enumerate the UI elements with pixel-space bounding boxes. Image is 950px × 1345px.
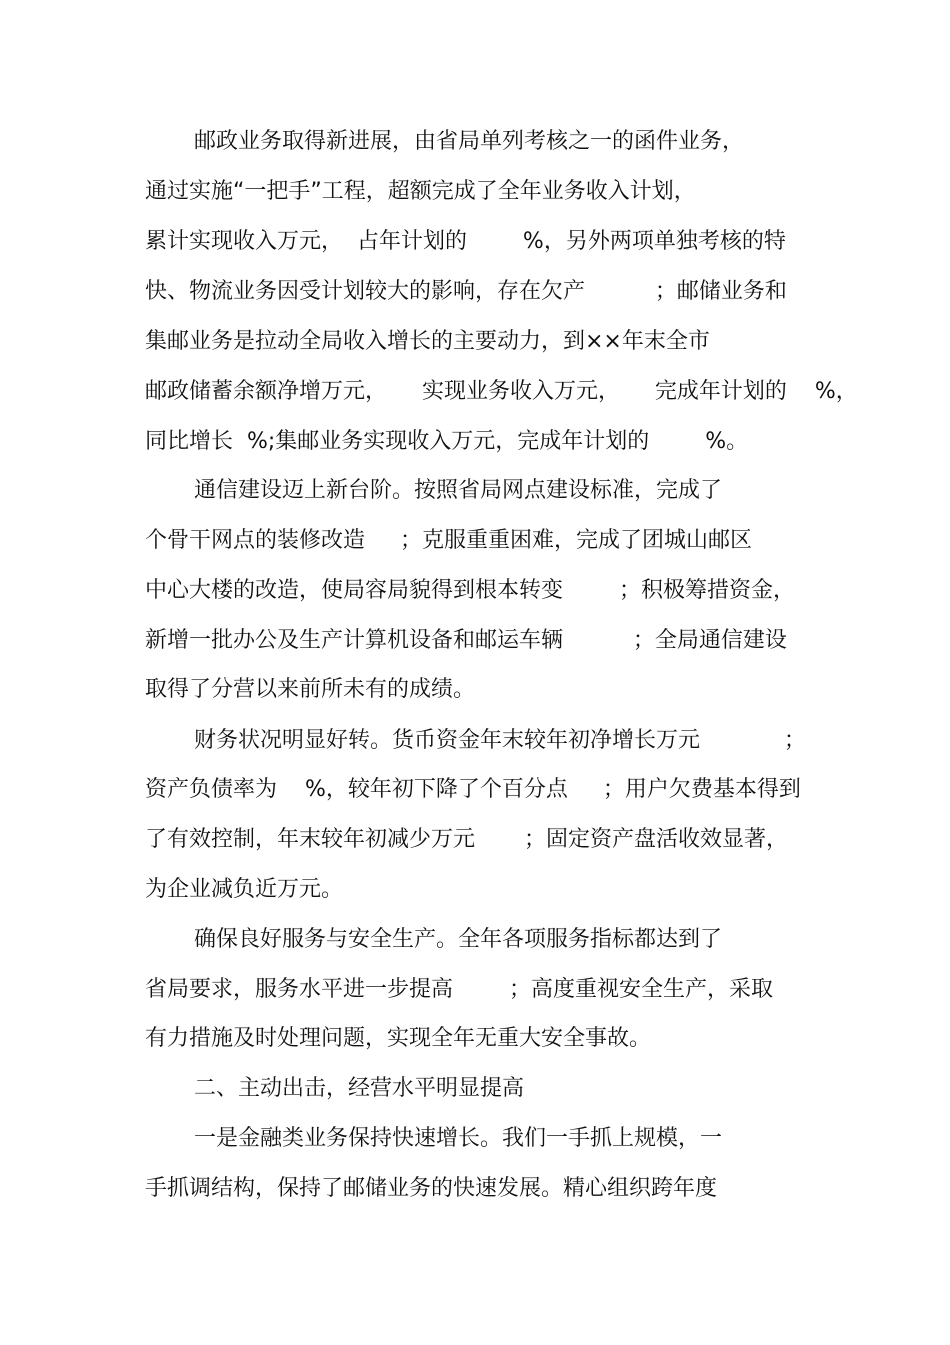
text-line: 有力措施及时处理问题，实现全年无重大安全事故。: [145, 1026, 652, 1051]
text-line: 同比增长 %;集邮业务实现收入万元，完成年计划的 %。: [145, 429, 749, 454]
text-line: 一是金融类业务保持快速增长。我们一手抓上规模，一: [194, 1126, 723, 1151]
text-line: 了有效控制，年末较年初减少万元 ；固定资产盘活收效显著，: [145, 827, 788, 852]
text-line: 邮政储蓄余额净增万元， 实现业务收入万元， 完成年计划的 %，: [145, 379, 858, 404]
text-line: 邮政业务取得新进展，由省局单列考核之一的函件业务，: [194, 129, 745, 154]
section-heading: 二、主动出击，经营水平明显提高: [194, 1076, 525, 1101]
text-line: 为企业减负近万元。: [145, 877, 344, 902]
text-line: 通信建设迈上新台阶。按照省局网点建设标准，完成了: [194, 478, 723, 503]
text-line: 手抓调结构，保持了邮储业务的快速发展。精心组织跨年度: [145, 1176, 718, 1201]
text-line: 集邮业务是拉动全局收入增长的主要动力，到××年末全市: [145, 329, 710, 354]
text-line: 确保良好服务与安全生产。全年各项服务指标都达到了: [194, 927, 723, 952]
text-line: 资产负债率为 %，较年初下降了个百分点 ；用户欠费基本得到: [145, 777, 801, 802]
text-line: 快、物流业务因受计划较大的影响，存在欠产 ；邮储业务和: [145, 279, 787, 304]
text-line: 财务状况明显好转。货币资金年末较年初净增长万元 ；: [194, 728, 806, 753]
text-line: 中心大楼的改造，使局容局貌得到根本转变 ；积极筹措资金，: [145, 578, 795, 603]
text-line: 新增一批办公及生产计算机设备和邮运车辆 ；全局通信建设: [145, 628, 787, 653]
text-line: 取得了分营以来前所未有的成绩。: [145, 677, 476, 702]
text-line: 省局要求，服务水平进一步提高 ；高度重视安全生产，采取: [145, 977, 773, 1002]
text-line: 通过实施“一把手”工程，超额完成了全年业务收入计划，: [145, 179, 696, 204]
text-line: 累计实现收入万元， 占年计划的 %，另外两项单独考核的特: [145, 229, 786, 254]
text-line: 个骨干网点的装修改造 ；克服重重困难，完成了团城山邮区: [145, 528, 752, 553]
